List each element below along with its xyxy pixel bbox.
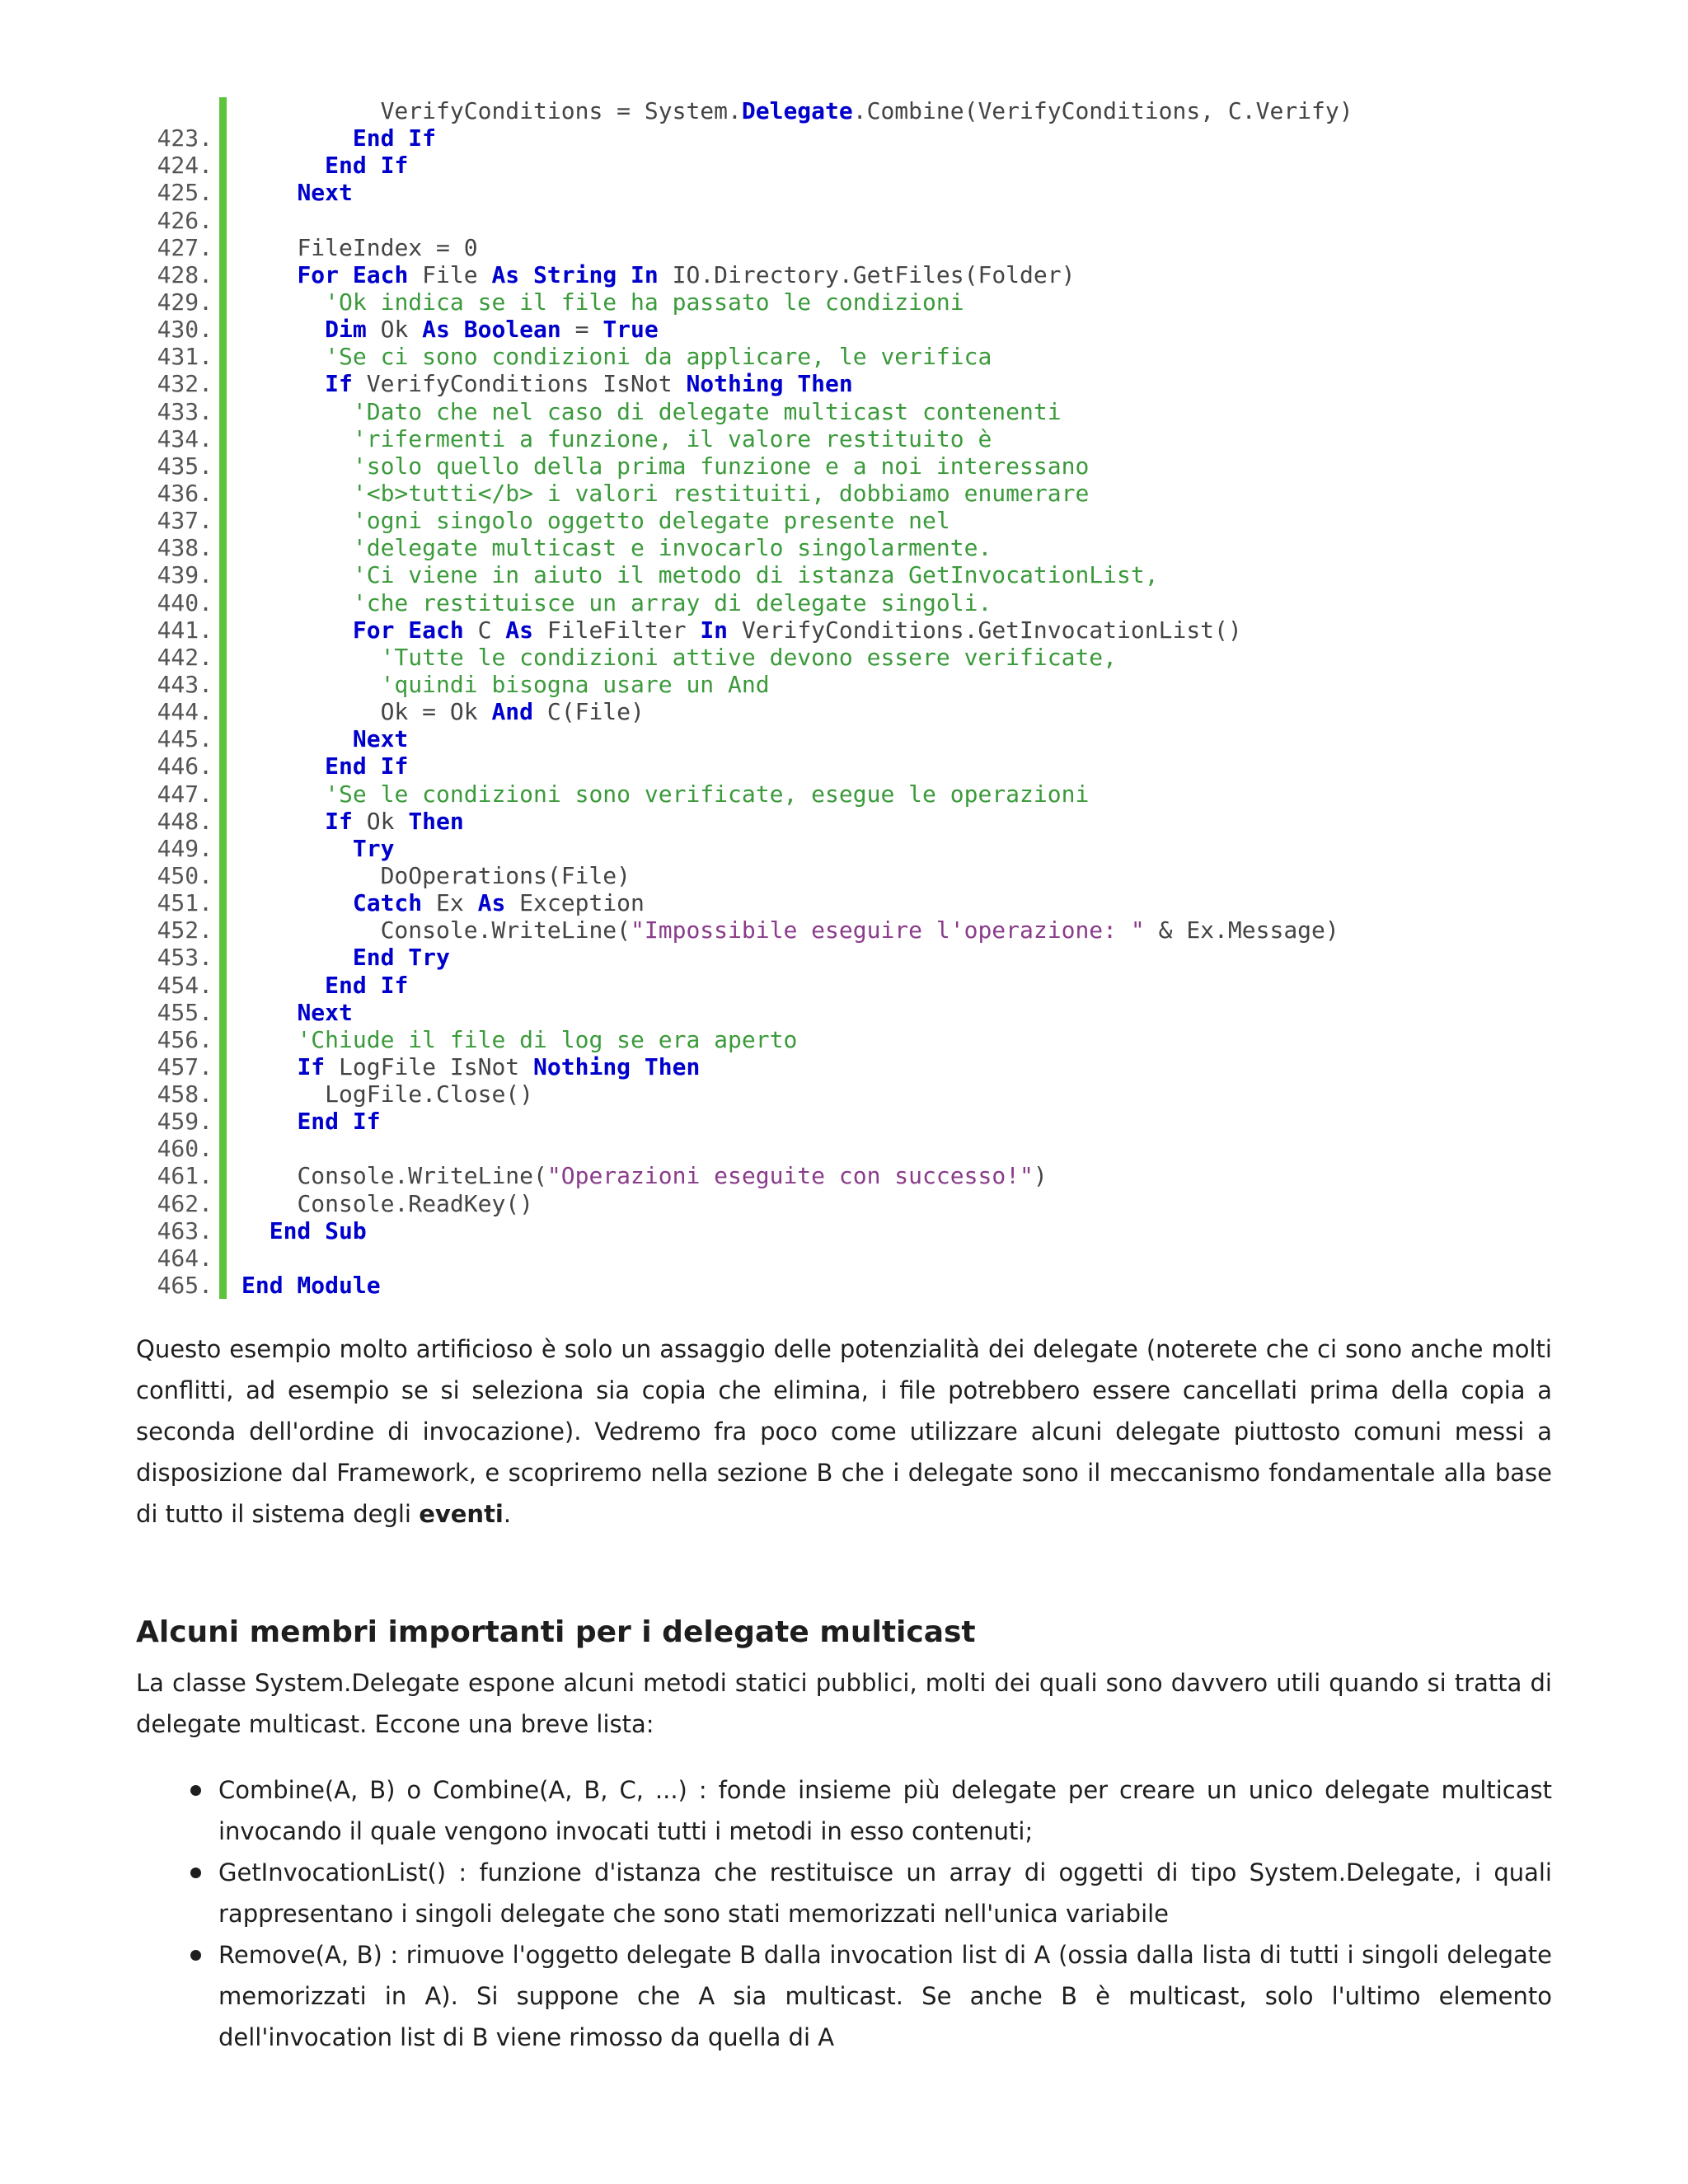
gutter-bar	[219, 343, 227, 370]
code-text	[241, 561, 1159, 588]
gutter-bar	[219, 944, 227, 971]
line-number: 427.	[157, 233, 213, 261]
line-number: 463.	[157, 1216, 213, 1244]
code-comment: 'Chiude il file di log se era aperto	[297, 1025, 798, 1053]
code-comment: 'Tutte le condizioni attive devono essere verificate,	[380, 643, 1118, 671]
code-text	[241, 589, 992, 616]
gutter-bar	[219, 1053, 227, 1080]
code-line	[136, 889, 1554, 916]
code-comment: 'Ci viene in aiuto il metodo di istanza GetInvocationList,	[352, 561, 1159, 589]
code-text	[241, 698, 645, 725]
code-text	[241, 97, 1353, 124]
line-number: 442.	[157, 643, 213, 671]
line-number: 446.	[157, 752, 213, 780]
gutter-bar	[219, 152, 227, 179]
gutter-bar	[219, 862, 227, 889]
code-line	[136, 862, 1554, 889]
line-number: 432.	[157, 370, 213, 398]
code-keyword: End Try	[352, 944, 450, 972]
code-line	[136, 835, 1554, 862]
code-keyword: Catch	[352, 889, 423, 917]
code-token: Ex	[422, 889, 478, 917]
line-number: 438.	[157, 534, 213, 562]
code-text	[241, 725, 408, 752]
gutter-bar	[219, 1026, 227, 1053]
gutter-bar	[219, 972, 227, 999]
line-number: 429.	[157, 288, 213, 316]
gutter-bar	[219, 480, 227, 507]
line-number: 430.	[157, 316, 213, 344]
bullet-icon	[190, 1785, 201, 1796]
code-token: IO.Directory.GetFiles(Folder)	[658, 260, 1076, 288]
code-keyword: As	[477, 889, 506, 917]
list-item	[136, 1769, 1552, 1852]
line-number: 425.	[157, 179, 213, 207]
code-text	[241, 398, 1062, 425]
code-keyword: End Sub	[269, 1216, 367, 1244]
code-token: VerifyConditions IsNot	[352, 370, 687, 398]
code-line	[136, 999, 1554, 1026]
code-token: LogFile IsNot	[325, 1052, 534, 1080]
gutter-bar	[219, 452, 227, 480]
line-number: 450.	[157, 861, 213, 889]
line-number: 441.	[157, 616, 213, 644]
code-line	[136, 1026, 1554, 1053]
line-number: 433.	[157, 397, 213, 425]
gutter-bar	[219, 698, 227, 725]
code-line	[136, 152, 1554, 179]
code-token: Console.ReadKey()	[297, 1189, 534, 1217]
list-item	[136, 1934, 1552, 2058]
code-text	[241, 288, 964, 316]
code-line	[136, 780, 1554, 808]
code-line	[136, 1190, 1554, 1217]
gutter-bar	[219, 1080, 227, 1108]
code-text	[241, 835, 394, 862]
line-number: 449.	[157, 834, 213, 862]
code-token: FileIndex = 0	[297, 233, 478, 261]
line-number: 459.	[157, 1108, 213, 1136]
code-line	[136, 1244, 1554, 1272]
code-keyword: As String In	[491, 260, 659, 288]
code-text	[241, 124, 436, 152]
code-line	[136, 507, 1554, 534]
gutter-bar	[219, 234, 227, 261]
gutter-bar	[219, 425, 227, 452]
gutter-bar	[219, 752, 227, 780]
code-keyword: Nothing Then	[686, 370, 853, 398]
code-token: Console.WriteLine(	[380, 916, 631, 944]
code-text	[241, 1162, 1048, 1189]
code-text	[241, 1190, 533, 1217]
gutter-bar	[219, 507, 227, 534]
code-line	[136, 1217, 1554, 1244]
code-token: File	[408, 260, 492, 288]
line-number: 431.	[157, 343, 213, 371]
code-line	[136, 480, 1554, 507]
code-text	[241, 889, 645, 916]
gutter-bar	[219, 1190, 227, 1217]
code-comment: '<b>tutti</b> i valori restituiti, dobbiamo enumerare	[352, 479, 1090, 507]
code-line	[136, 972, 1554, 999]
code-keyword: And	[491, 698, 534, 726]
gutter-bar	[219, 1162, 227, 1189]
line-number: 451.	[157, 889, 213, 917]
line-number: 428.	[157, 260, 213, 288]
code-text	[241, 752, 408, 780]
code-text	[241, 152, 408, 179]
line-number: 464.	[157, 1244, 213, 1272]
gutter-bar	[219, 179, 227, 206]
code-keyword: If	[325, 370, 353, 398]
code-token: Ok	[366, 316, 423, 344]
code-comment: 'solo quello della prima funzione e a noi interessano	[352, 452, 1090, 480]
line-number: 454.	[157, 971, 213, 999]
line-number: 458.	[157, 1080, 213, 1108]
gutter-bar	[219, 916, 227, 944]
code-token: C	[463, 616, 506, 644]
gutter-bar	[219, 644, 227, 671]
code-string: "Impossibile eseguire l'operazione: "	[631, 916, 1145, 944]
code-line	[136, 398, 1554, 425]
code-text	[241, 862, 631, 889]
gutter-bar	[219, 999, 227, 1026]
code-text	[241, 480, 1089, 507]
code-token: Exception	[505, 889, 645, 917]
line-number: 440.	[157, 588, 213, 616]
line-number: 460.	[157, 1135, 213, 1163]
code-keyword: For Each	[352, 616, 464, 644]
code-token: .Combine(VerifyConditions, C.Verify)	[852, 97, 1353, 124]
code-keyword: End Module	[241, 1272, 381, 1300]
code-text	[241, 780, 1089, 808]
code-line	[136, 97, 1554, 124]
line-number: 461.	[157, 1162, 213, 1190]
code-line	[136, 179, 1554, 206]
section-heading: Alcuni membri importanti per i delegate multicast	[136, 1615, 976, 1649]
bullet-icon	[190, 1868, 201, 1878]
code-token: LogFile.Close()	[325, 1080, 534, 1108]
code-keyword: Delegate	[741, 97, 853, 124]
paragraph-text: Questo esempio molto artificioso è solo un assaggio delle potenzialità dei delegate (noterete che ci sono anche molti conflitti, ad esempio se si seleziona sia copia che elimina, i file potrebbero essere cancellati prima della copia a seconda dell'ordine di invocazione). Vedremo fra poco come utilizzare alcuni delegate piuttosto comuni messi a disposizione dal Framework, e scopriremo nella sezione B che i delegate sono il meccanismo fondamentale alla base di tutto il sistema degli	[136, 1335, 1552, 1528]
line-number: 465.	[157, 1272, 213, 1300]
code-text	[241, 234, 478, 261]
code-line	[136, 752, 1554, 780]
code-comment: 'Se le condizioni sono verificate, esegue le operazioni	[325, 780, 1090, 808]
code-comment: 'ogni singolo oggetto delegate presente nel	[352, 507, 950, 535]
code-line	[136, 916, 1554, 944]
code-token: =	[560, 316, 603, 344]
list-item-text: GetInvocationList() : funzione d'istanza che restituisce un array di oggetti di tipo System.Delegate, i quali rappresentano i singoli delegate che sono stati memorizzati nell'unica variabile	[218, 1858, 1552, 1928]
gutter-bar	[219, 398, 227, 425]
code-keyword: If	[297, 1052, 326, 1080]
code-keyword: As Boolean	[422, 316, 561, 344]
gutter-bar	[219, 124, 227, 152]
code-keyword: In	[700, 616, 729, 644]
code-keyword: Dim	[325, 316, 367, 344]
code-token: )	[1033, 1162, 1048, 1190]
code-comment: 'delegate multicast e invocarlo singolarmente.	[352, 534, 992, 562]
gutter-bar	[219, 316, 227, 343]
line-number: 445.	[157, 725, 213, 753]
gutter-bar	[219, 835, 227, 862]
code-line	[136, 452, 1554, 480]
code-token: VerifyConditions.GetInvocationList()	[728, 616, 1242, 644]
line-number: 443.	[157, 670, 213, 698]
code-keyword: End If	[325, 971, 409, 999]
code-token: Ok	[352, 807, 409, 835]
line-number: 456.	[157, 1025, 213, 1053]
code-text	[241, 944, 450, 971]
gutter-bar	[219, 1135, 227, 1162]
code-line	[136, 944, 1554, 971]
line-number: 447.	[157, 780, 213, 808]
code-line	[136, 1162, 1554, 1189]
code-listing	[136, 97, 1554, 1299]
gutter-bar	[219, 725, 227, 752]
methods-list	[136, 1769, 1552, 2058]
gutter-bar	[219, 97, 227, 124]
code-line	[136, 671, 1554, 698]
code-keyword: Try	[352, 834, 395, 862]
code-text	[241, 916, 1339, 944]
code-line	[136, 425, 1554, 452]
gutter-bar	[219, 1244, 227, 1272]
code-text	[241, 999, 353, 1026]
code-token: & Ex.Message)	[1144, 916, 1339, 944]
code-line	[136, 616, 1554, 644]
code-keyword: End If	[352, 124, 437, 152]
gutter-bar	[219, 534, 227, 561]
code-line	[136, 1272, 1554, 1299]
code-keyword: As	[505, 616, 534, 644]
code-line	[136, 288, 1554, 316]
code-comment: 'Ok indica se il file ha passato le condizioni	[325, 288, 964, 316]
list-item	[136, 1852, 1552, 1934]
code-text	[241, 343, 992, 370]
code-line	[136, 1053, 1554, 1080]
line-number: 437.	[157, 507, 213, 535]
code-text	[241, 425, 992, 452]
code-line	[136, 370, 1554, 397]
gutter-bar	[219, 1217, 227, 1244]
line-number: 453.	[157, 944, 213, 972]
line-number: 455.	[157, 998, 213, 1026]
line-number: 436.	[157, 479, 213, 507]
line-number: 434.	[157, 424, 213, 452]
gutter-bar	[219, 261, 227, 288]
code-token: DoOperations(File)	[380, 861, 631, 889]
gutter-bar	[219, 561, 227, 588]
line-number: 439.	[157, 561, 213, 589]
code-text	[241, 1272, 381, 1299]
list-item-text: Remove(A, B) : rimuove l'oggetto delegate B dalla invocation list di A (ossia dalla lista di tutti i singoli delegate memorizzati in A). Si suppone che A sia multicast. Se anche B è multicast, solo l'ultimo elemento dell'invocation list di B viene rimosso da quella di A	[218, 1941, 1552, 2051]
line-number: 423.	[157, 124, 213, 152]
line-number: 424.	[157, 152, 213, 180]
code-text	[241, 808, 464, 835]
code-keyword: End If	[297, 1108, 381, 1136]
code-line	[136, 261, 1554, 288]
line-number: 435.	[157, 452, 213, 480]
code-text	[241, 452, 1089, 480]
code-text	[241, 316, 659, 343]
code-text	[241, 972, 408, 999]
gutter-bar	[219, 1272, 227, 1299]
line-number: 452.	[157, 916, 213, 944]
code-line	[136, 316, 1554, 343]
code-comment: 'quindi bisogna usare un And	[380, 670, 770, 698]
code-keyword: For Each	[297, 260, 409, 288]
paragraph-end: .	[503, 1500, 512, 1528]
gutter-bar	[219, 207, 227, 234]
code-token: C(File)	[533, 698, 645, 726]
code-text	[241, 507, 950, 534]
code-line	[136, 808, 1554, 835]
code-keyword: End If	[325, 752, 409, 780]
code-comment: 'rifermenti a funzione, il valore restituito è	[352, 424, 992, 452]
gutter-bar	[219, 589, 227, 616]
gutter-bar	[219, 288, 227, 316]
code-text	[241, 1053, 700, 1080]
code-keyword: Next	[297, 179, 353, 207]
line-number: 457.	[157, 1052, 213, 1080]
code-keyword: True	[603, 316, 659, 344]
code-comment: 'Se ci sono condizioni da applicare, le verifica	[325, 343, 992, 371]
line-number: 462.	[157, 1189, 213, 1217]
gutter-bar	[219, 780, 227, 808]
code-line	[136, 589, 1554, 616]
code-line	[136, 1135, 1554, 1162]
code-token: Ok = Ok	[380, 698, 492, 726]
line-number	[136, 97, 213, 124]
code-keyword: If	[325, 807, 353, 835]
gutter-bar	[219, 370, 227, 397]
code-line	[136, 343, 1554, 370]
gutter-bar	[219, 808, 227, 835]
code-line	[136, 534, 1554, 561]
code-text	[241, 179, 353, 206]
gutter-bar	[219, 889, 227, 916]
bold-term-eventi: eventi	[419, 1500, 504, 1528]
list-item-text: Combine(A, B) o Combine(A, B, C, ...) : fonde insieme più delegate per creare un unico delegate multicast invocando il quale vengono invocati tutti i metodi in esso contenuti;	[218, 1776, 1552, 1845]
code-line	[136, 698, 1554, 725]
code-text	[241, 370, 853, 397]
code-line	[136, 1080, 1554, 1108]
code-text	[241, 1026, 797, 1053]
code-keyword: End If	[325, 152, 409, 180]
code-text	[241, 1217, 367, 1244]
code-line	[136, 207, 1554, 234]
gutter-bar	[219, 1108, 227, 1135]
code-text	[241, 1080, 533, 1108]
code-token: Console.WriteLine(	[297, 1162, 547, 1190]
code-line	[136, 124, 1554, 152]
code-keyword: Next	[297, 998, 353, 1026]
code-comment: 'che restituisce un array di delegate singoli.	[352, 588, 992, 616]
gutter-bar	[219, 616, 227, 644]
code-comment: 'Dato che nel caso di delegate multicast contenenti	[352, 397, 1062, 425]
line-number: 444.	[157, 698, 213, 726]
line-number: 448.	[157, 807, 213, 835]
code-text	[241, 261, 1075, 288]
bullet-icon	[190, 1950, 201, 1961]
code-text	[241, 644, 1117, 671]
code-keyword: Then	[408, 807, 464, 835]
code-text	[241, 1108, 381, 1135]
code-string: "Operazioni eseguite con successo!"	[546, 1162, 1034, 1190]
section-intro: La classe System.Delegate espone alcuni metodi statici pubblici, molti dei quali sono davvero utili quando si tratta di delegate multicast. Eccone una breve lista:	[136, 1669, 1552, 1738]
code-token: VerifyConditions = System.	[380, 97, 742, 124]
line-number: 426.	[157, 206, 213, 234]
code-text	[241, 534, 992, 561]
paragraph-delegates-summary	[136, 1329, 1552, 1535]
code-line	[136, 234, 1554, 261]
code-line	[136, 561, 1554, 588]
gutter-bar	[219, 671, 227, 698]
code-line	[136, 725, 1554, 752]
code-keyword: Next	[352, 725, 409, 753]
code-line	[136, 644, 1554, 671]
code-text	[241, 671, 770, 698]
code-keyword: Nothing Then	[533, 1052, 701, 1080]
code-token: FileFilter	[533, 616, 701, 644]
code-line	[136, 1108, 1554, 1135]
code-text	[241, 616, 1242, 644]
